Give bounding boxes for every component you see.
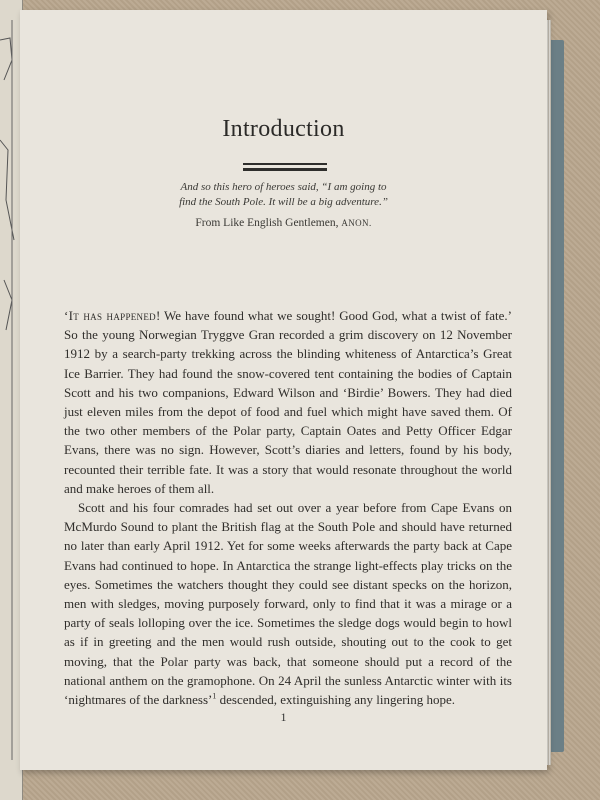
paragraph-text: Scott and his four comrades had set out over a year before from Cape Evans on McMurdo Sound to plant the British flag at the South Pole and should have returned no later than early April 1912. Yet for some weeks afterwards the party back at Cape Evans had continued to hope. In Antarctica the strange light-effects play tricks on the eyes. Sometimes the watchers thought they could see distant specks on the horizon, men with sledges, moving purposely forward, only to find that it was a mirage or a party of seals lolloping over the ice. Sometimes the sledge dogs would begin to howl as if in greeting and the men would rush outside, shouting out to the cook to get moving, that the Polar party was back, that someone should put a record of the national anthem on the gramophone. On 24 April the sunless Antarctic winter with its ‘nightmares of the darkness’ — [64, 500, 512, 708]
paragraph — [64, 498, 512, 709]
page-number: 1 — [280, 710, 287, 724]
attribution-source: From Like English Gentlemen, — [195, 217, 339, 229]
epigraph — [20, 180, 547, 210]
paragraph-text: descended, extinguishing any lingering hope. — [216, 692, 456, 708]
paragraph — [64, 306, 512, 498]
epigraph-line: And so this hero of heroes said, “I am going to — [180, 181, 387, 193]
title-rule-thick — [243, 168, 327, 171]
body-text — [64, 306, 512, 709]
epigraph-attribution — [20, 217, 547, 229]
opening-small-caps: ‘It has happened — [64, 308, 156, 323]
title-rule-thin — [243, 163, 327, 165]
book-page — [20, 10, 547, 770]
attribution-author: ANON. — [341, 218, 372, 228]
epigraph-line: find the South Pole. It will be a big adventure.” — [179, 196, 388, 208]
footnote-marker: 1 — [212, 691, 217, 701]
chapter-title: Introduction — [222, 116, 345, 142]
paragraph-text: ! We have found what we sought! Good God, what a twist of fate.’ So the young Norwegian Tryggve Gran recorded a grim discovery on 12 November 1912 by a search-party trekking across the blinding whiteness of Antarctica’s Great Ice Barrier. They had found the snow-covered tent containing the bodies of Captain Scott and his two companions, Edward Wilson and ‘Birdie’ Bowers. They had died just eleven miles from the depot of food and fuel which might have saved them. Of the two other members of the Polar party, Captain Oates and Petty Officer Edgar Evans, there was no sign. However, Scott’s diaries and letters, found by his body, recounted their terrible fate. It was a story that would resonate throughout the world and make heroes of them all. — [64, 308, 512, 496]
map-lines-decoration — [0, 0, 22, 800]
